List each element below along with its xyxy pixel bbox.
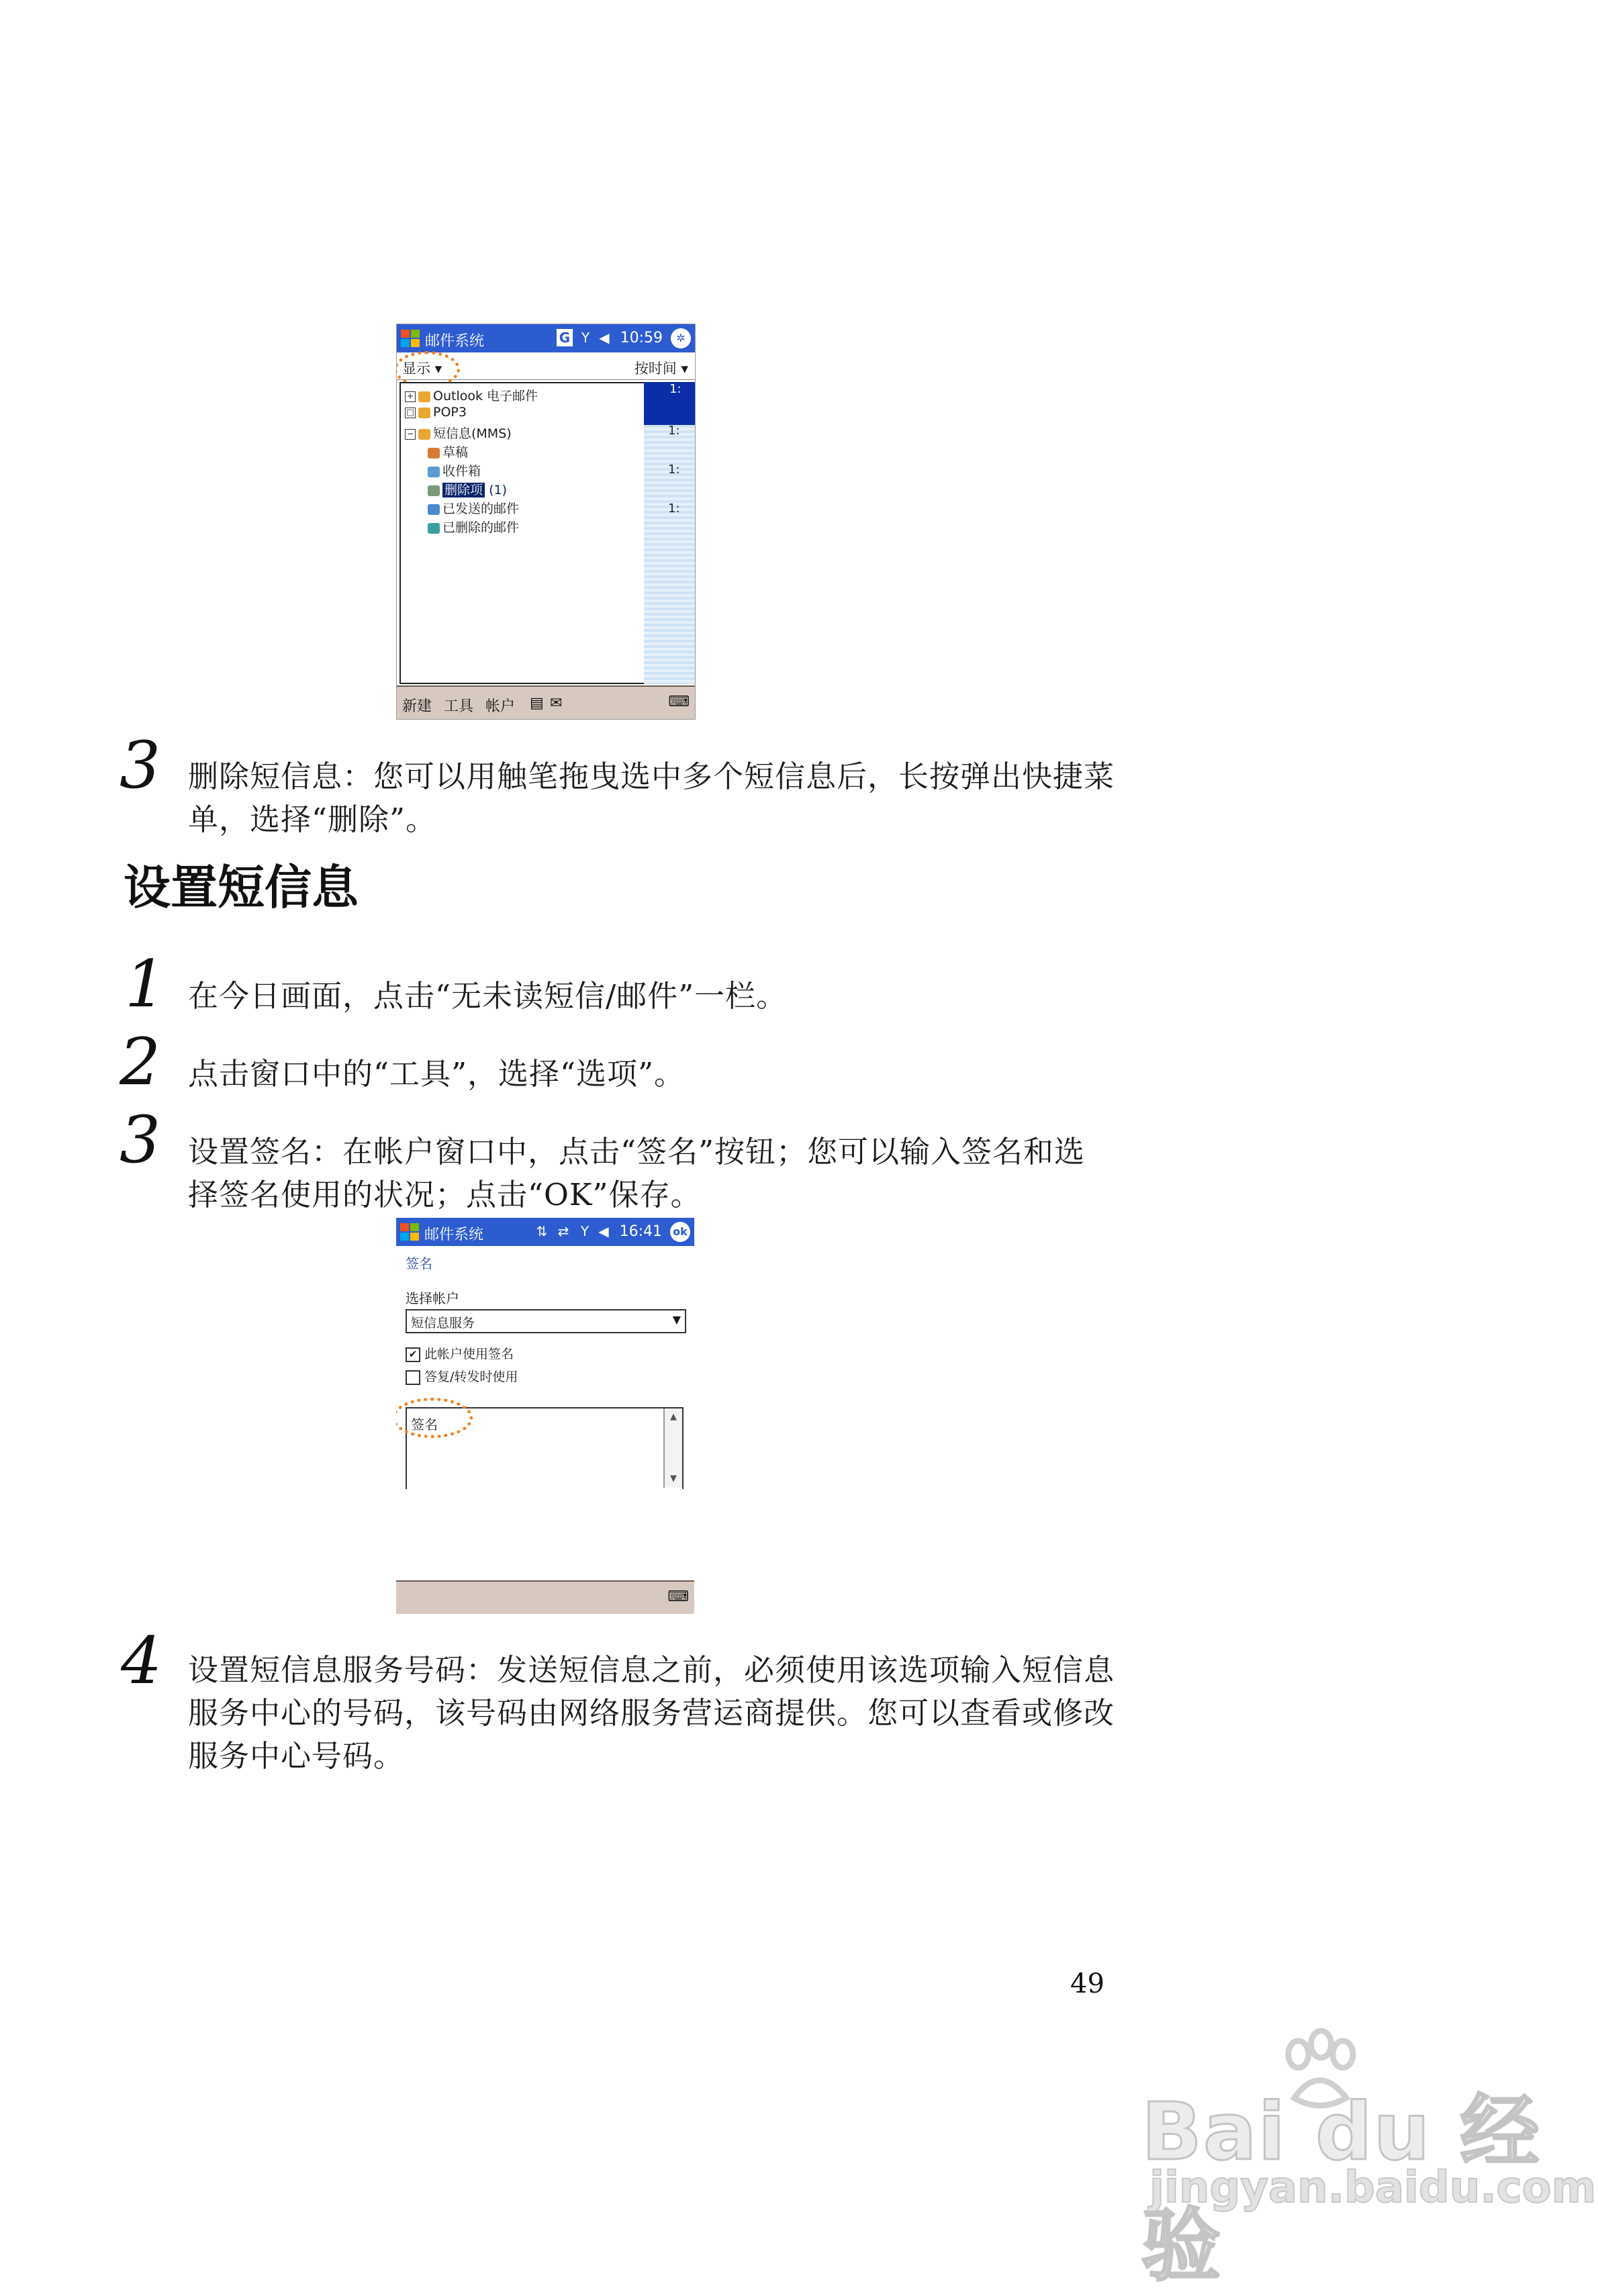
message-list-column	[644, 382, 695, 684]
send-receive-icon[interactable]: ▤	[530, 695, 544, 712]
step-text: 点击窗口中的“工具”，选择“选项”。	[188, 1056, 686, 1092]
accounts-menu[interactable]: 帐户	[485, 698, 516, 715]
mail-folder-icon	[418, 391, 430, 402]
selected-message[interactable]: 1:	[644, 382, 695, 421]
ok-button[interactable]: ok	[670, 1222, 690, 1242]
step-number: 1	[125, 947, 167, 1022]
step-text: 设置短信息服务号码：发送短信息之前，必须使用该选项输入短信息服务中心的号码，该号码由网络服务营运商提供。您可以查看或修改服务中心号码。	[188, 1652, 1115, 1774]
command-bar	[397, 685, 695, 719]
tree-item-pop3[interactable]: □ POP3	[405, 405, 467, 420]
page-header: 签名	[406, 1255, 432, 1272]
title-bar	[396, 1218, 694, 1246]
trash-icon	[428, 485, 440, 496]
tree-item-deleted[interactable]: 删除项 (1)	[428, 480, 507, 498]
tree-item-outlook[interactable]: + Outlook 电子邮件	[405, 386, 538, 404]
mail-folder-icon	[418, 429, 430, 440]
step-text: 删除短信息：您可以用触笔拖曳选中多个短信息后，长按弹出快捷菜单，选择“删除”。	[188, 759, 1115, 837]
tree-item-mms[interactable]: − 短信息(MMS)	[405, 424, 512, 442]
step-number: 4	[121, 1623, 162, 1699]
new-button[interactable]: 新建	[402, 698, 432, 715]
scroll-up-icon: ▲	[670, 1412, 677, 1422]
app-title: 邮件系统	[424, 1227, 484, 1243]
step-number: 3	[120, 1102, 161, 1178]
step-number: 3	[120, 728, 161, 803]
volume-icon[interactable]: ◀	[598, 1223, 609, 1239]
connection-icon: ⇄	[557, 1223, 569, 1239]
drafts-icon	[428, 448, 440, 459]
signal-icon: Y	[581, 330, 590, 346]
gprs-icon: G	[557, 329, 573, 346]
clock: 16:41	[619, 1223, 662, 1240]
mail-folder-icon	[418, 408, 430, 418]
title-bar	[397, 324, 695, 352]
account-select[interactable]: 短信息服务 ▼	[406, 1309, 686, 1333]
sent-icon	[428, 504, 440, 515]
command-bar	[396, 1580, 694, 1614]
message-time[interactable]: 1:	[668, 501, 680, 516]
section-title: 设置短信息	[124, 860, 359, 915]
signature-textarea[interactable]: 签名 ▲ ▼	[406, 1407, 684, 1489]
message-time[interactable]: 1:	[668, 424, 680, 438]
check-icon: ✔	[406, 1347, 420, 1362]
tree-item-drafts[interactable]: 草稿	[428, 442, 468, 461]
app-title: 邮件系统	[425, 333, 485, 350]
sync-icon: ⇅	[536, 1223, 548, 1239]
scroll-down-icon: ▼	[670, 1474, 677, 1484]
page-number: 49	[1070, 1968, 1104, 1999]
watermark-brand: Bai du 经验	[1141, 2085, 1541, 2292]
windows-flag-icon[interactable]	[399, 328, 421, 349]
scrollbar[interactable]	[663, 1408, 682, 1488]
tree-item-sent[interactable]: 已发送的邮件	[428, 499, 519, 517]
tree-item-inbox[interactable]: 收件箱	[428, 461, 481, 479]
account-label: 选择帐户	[406, 1290, 459, 1306]
tools-menu[interactable]: 工具	[444, 698, 474, 715]
outbox-icon	[428, 523, 440, 534]
tree-item-deleted-mail[interactable]: 已删除的邮件	[428, 518, 519, 536]
message-time[interactable]: 1:	[668, 463, 680, 477]
use-signature-checkbox[interactable]: ✔ 此帐户使用签名	[406, 1344, 514, 1362]
clock: 10:59	[620, 330, 663, 346]
step-number: 2	[120, 1024, 161, 1100]
mail-screenshot-folders	[396, 324, 696, 720]
chevron-down-icon: ▼	[672, 1313, 681, 1326]
inbox-icon	[428, 467, 440, 477]
sort-menu[interactable]: 按时间 ▾	[634, 361, 688, 377]
show-folder-menu[interactable]: 显示 ▾	[402, 361, 442, 377]
volume-icon[interactable]: ◀	[599, 330, 610, 346]
reply-icon[interactable]: ✉	[550, 695, 563, 712]
signal-icon: Y	[580, 1223, 590, 1239]
step-text: 设置签名：在帐户窗口中，点击“签名”按钮；您可以输入签名和选择签名使用的状况；点击“OK”保存。	[188, 1134, 1086, 1212]
windows-flag-icon[interactable]	[399, 1221, 420, 1243]
keyboard-icon[interactable]: ⌨	[668, 693, 690, 710]
signature-screenshot	[396, 1218, 694, 1614]
folder-tree	[399, 382, 652, 684]
keyboard-icon[interactable]: ⌨	[667, 1588, 689, 1605]
step-text: 在今日画面，点击“无未读短信/邮件”一栏。	[188, 978, 788, 1014]
reply-signature-checkbox[interactable]: 答复/转发时使用	[406, 1367, 518, 1385]
gear-icon[interactable]: ✲	[671, 328, 691, 348]
watermark-url: jingyan.baidu.com	[1149, 2163, 1597, 2213]
